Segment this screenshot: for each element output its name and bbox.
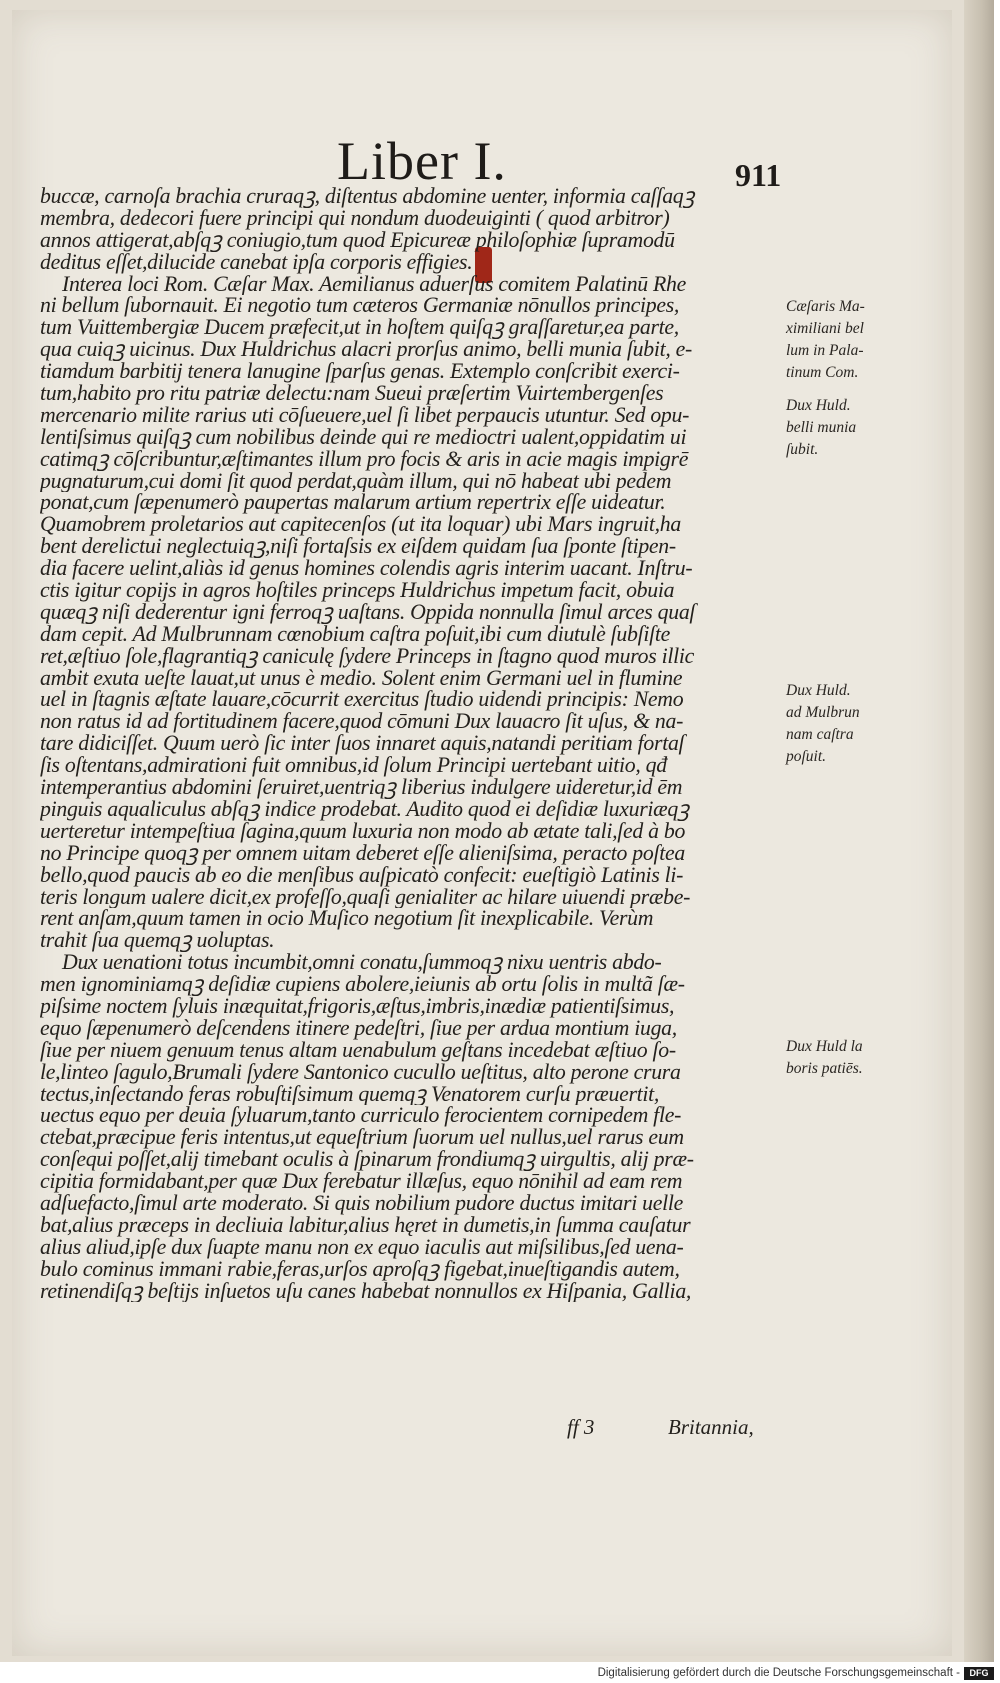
margin-note-line: tinum Com. (786, 364, 859, 381)
text-line: intemperantius abdomini ſeruiret,uentriqꝫ liberius indulgere uideretur,id ēm (40, 777, 683, 799)
text-line: annos attigerat,abſqꝫ coniugio,tum quod Epicureæ philoſophiæ ſupramodū (40, 229, 675, 252)
text-line: no Principe quoqꝫ per omnem uitam deberet eſſe alieniſsima, peracto poſtea (40, 842, 685, 865)
text-line: qua cuiqꝫ uicinus. Dux Huldrichus alacri prorſus animo, belli munia ſubit, e- (40, 339, 692, 362)
text-line: bent derelictui neglectuiqꝫ,niſi fortaſsis ex eiſdem quidam ſua ſponte ſtipen- (40, 536, 676, 559)
text-line: deditus eſſet,dilucide canebat ipſa corporis effigies. (40, 251, 473, 274)
text-line: uel in ſtagnis æſtate lauare,cōcurrit exercitus ſtudio uidendi principis: Nemo (40, 689, 684, 712)
page-edge (964, 0, 994, 1662)
text-line: ſiue per niuem genuum tenus altam uenabulum geſtans incedebat æſtiuo ſo- (40, 1039, 676, 1062)
margin-note-line: Dux Huld la (786, 1038, 863, 1055)
text-line: ret,æſtiuo ſole,flagrantiqꝫ caniculę ſydere Princeps in ſtagno quod muros illic (40, 645, 694, 668)
dfg-logo: DFG (964, 1667, 994, 1680)
text-line: alius aliud,ipſe dux ſuapte manu non ex equo iaculis aut miſsilibus,ſed uena- (40, 1236, 684, 1259)
margin-note-line: poſuit. (786, 748, 827, 765)
text-line: pugnaturum,cui domi ſit quod perdat,quàm illum, qui nō habeat ubi pedem (40, 470, 672, 493)
margin-note-line: boris patiēs. (786, 1060, 863, 1077)
body-text (40, 186, 778, 1302)
margin-note-line: belli munia (786, 419, 857, 436)
text-line: tum,habito pro ritu patriæ delectu:nam Sueui præſertim Vuirtembergenſes (40, 383, 664, 405)
text-line: bat,alius præceps in decliuia labitur,alius hęret in dumetis,in ſumma cauſatur (40, 1214, 691, 1237)
footer-credit: Digitalisierung gefördert durch die Deutsche Forschungsgemeinschaft - (597, 1667, 960, 1679)
text-line: ambit exuta ueſte lauat,ut unus è medio. Solent enim Germani uel in flumine (40, 667, 683, 690)
catchword: Britannia, (668, 1415, 754, 1439)
margin-note-line: ſubit. (786, 441, 819, 458)
text-line: lentiſsimus quiſqꝫ cum nobilibus deinde qui re medioctri ualent,oppidatim ui (40, 426, 687, 449)
margin-note-line: Cæſaris Ma- (786, 298, 865, 315)
text-line: ponat,cum ſæpenumerò paupertas malarum artium repertrix eſſe uideatur. (40, 492, 666, 515)
signature-mark: ff 3 (567, 1415, 595, 1439)
text-line: trahit ſua quemqꝫ uoluptas. (40, 930, 275, 953)
text-line: tum Vuittembergiæ Ducem præfecit,ut in hoſtem quiſqꝫ graſſaretur,ea parte, (40, 317, 679, 340)
text-line: ni bellum ſubornauit. Ei negotio tum cæteros Germaniæ nōnullos principes, (40, 295, 680, 318)
margin-note-3 (786, 680, 936, 768)
running-head: Liber I. (337, 131, 507, 191)
text-line: mercenario milite rarius uti cōſueuere,uel ſi libet perpaucis utuntur. Sed opu- (40, 404, 690, 427)
text-line: buccæ, carnoſa brachia cruraqꝫ, diſtentus abdomine uenter, informia caſſaqꝫ (40, 186, 695, 208)
text-line: teris longum ualere dicit,ex profeſſo,quaſi genialiter ac hilare uiuendi præbe- (40, 886, 691, 909)
margin-note-line: ximiliani bel (786, 320, 864, 337)
text-line: rent anſam,quum tamen in ocio Muſico negotium ſit inexplicabile. Verùm (40, 908, 654, 931)
margin-note-line: Dux Huld. (786, 682, 851, 699)
text-line: Dux uenationi totus incumbit,omni conatu,ſummoqꝫ nixu uentris abdo- (62, 952, 662, 975)
text-line: bulo cominus immani rabie,feras,urſos aproſqꝫ figebat,inueſtigandis autem, (40, 1258, 680, 1281)
text-line: membra, dedecori fuere principi qui nondum duodeuiginti ( quod arbitror) (40, 207, 670, 230)
text-line: conſequi poſſet,alij timebant oculis à ſpinarum frondiumqꝫ uirgultis, alij præ- (40, 1149, 694, 1172)
text-line: retinendiſqꝫ beſtijs inſuetos uſu canes habebat nonnullos ex Hiſpania, Gallia, (40, 1280, 692, 1303)
text-line: tectus,inſectando feras robuſtiſsimum quemqꝫ Venatorem curſu præuertit, (40, 1083, 660, 1106)
margin-note-line: Dux Huld. (786, 397, 851, 414)
text-line: Quamobrem proletarios aut capitecenſos (ut ita loquar) ubi Mars ingruit,ha (40, 514, 681, 537)
text-line: tare didiciſſet. Quum uerò ſic inter ſuos innaret aquis,natandi peritiam fortaſ (40, 733, 685, 756)
text-line: adſuefacto,ſimul arte moderato. Si quis nobilium pudore ductus imitari uelle (40, 1192, 683, 1215)
text-line: dia facere uelint,aliàs id genus homines colendis agris interim uacant. Inſtru- (40, 558, 693, 581)
text-line: pinguis aqualiculus abſqꝫ indice prodebat. Audito quod ei deſidiæ luxuriæqꝫ (40, 798, 689, 821)
text-line: equo ſæpenumerò deſcendens itinere pedeſtri, ſiue per ardua montium iuga, (40, 1017, 677, 1040)
text-line: tiamdum barbitij tenera lanugine ſparſus genas. Extemplo conſcribit exerci- (40, 361, 680, 384)
text-line: piſsime noctem ſyluis inæquitat,frigoris,æſtus,imbris,inædiæ patientiſsimus, (40, 995, 675, 1018)
text-line: bello,quod paucis ab eo die menſibus auſpicatò confecit: eueſtigiò Latinis li- (40, 864, 684, 887)
text-line: dam cepit. Ad Mulbrunnam cœnobium caſtra poſuit,ibi cum diutulè ſubſiſte (40, 623, 671, 646)
footer-bar (0, 1664, 1000, 1683)
text-line: Interea loci Rom. Cæſar Max. Aemilianus aduerſus comitem Palatinū Rhe (62, 273, 687, 296)
text-line: le,linteo ſagulo,Brumali ſydere Santonico cucullo ueſtitus, alto perone crura (40, 1061, 681, 1084)
text-line: ctebat,præcipue feris intentus,ut equeſtrium ſuorum uel nullus,uel rarus eum (40, 1127, 684, 1150)
text-line: quæqꝫ niſi dederentur igni ferroqꝫ uaſtans. Oppida nonnulla ſimul arces quaſ (40, 601, 696, 624)
margin-note-4 (786, 1036, 936, 1080)
margin-note-1 (786, 296, 936, 384)
page-number: 911 (735, 157, 782, 193)
text-line: cipitia formidabant,per quæ Dux ferebatur illæſus, equo nōnihil ad eam rem (40, 1171, 683, 1193)
text-line: ſis oſtentans,admirationi fuit omnibus,id ſolum Principi uertebant uitio, qđ (40, 755, 667, 778)
text-line: catimqꝫ cōſcribuntur,æſtimantes illum pro focis & aris in acie magis impigrē (40, 448, 689, 471)
margin-note-line: nam caſtra (786, 726, 854, 743)
margin-note-line: ad Mulbrun (786, 704, 860, 721)
text-line: ctis igitur copijs in agros hoſtiles princeps Huldrichus impetum facit, obuia (40, 580, 675, 602)
margin-note-line: lum in Pala- (786, 342, 864, 359)
text-line: uectus equo per deuia ſyluarum,tanto curriculo ferocientem cornipedem fle- (40, 1105, 682, 1128)
text-line: non ratus id ad fortitudinem facere,quod cōmuni Dux lauacro ſit uſus, & na- (40, 711, 684, 734)
text-line: uerteretur intempeſtiua ſagina,quum luxuria non modo ab ætate tali,ſed à bo (40, 820, 686, 843)
text-line: men ignominiamqꝫ deſidiæ cupiens abolere,ieiunis ab ortu ſolis in multã ſæ- (40, 974, 685, 996)
margin-note-2 (786, 395, 936, 461)
